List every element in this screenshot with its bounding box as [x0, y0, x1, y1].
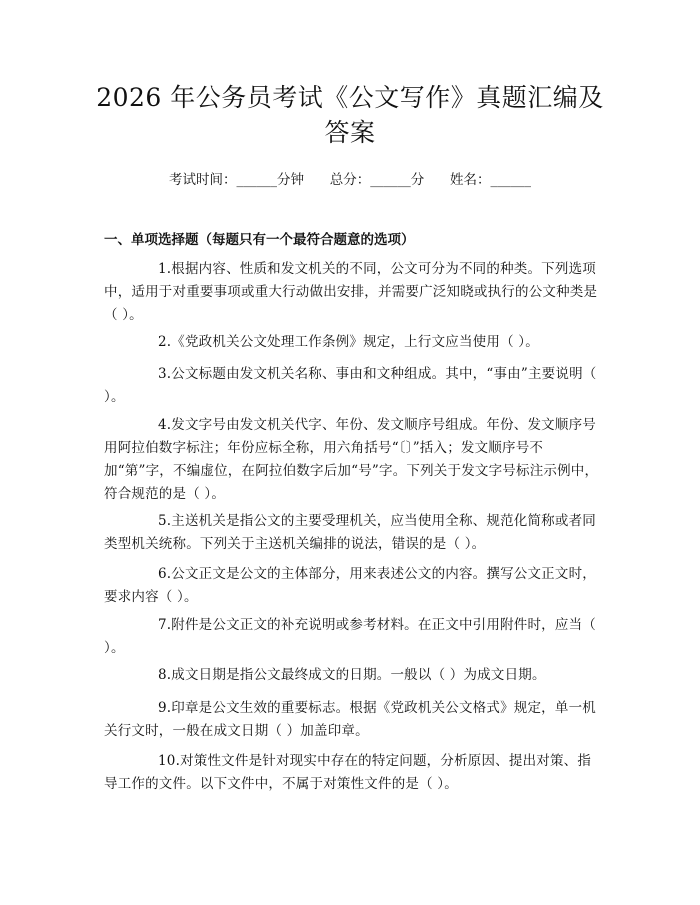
question-number: 4.: [158, 417, 172, 433]
question-text: 根据内容、性质和发文机关的不同，公文可分为不同的种类。下列选项中，适用于对重要事项或重大行动做出安排，并需要广泛知晓或执行的公文种类是（ ）。: [104, 261, 598, 323]
question-number: 2.: [158, 334, 172, 350]
question-1: [104, 258, 601, 327]
question-10: [104, 750, 601, 796]
question-text: 对策性文件是针对现实中存在的特定问题，分析原因、提出对策、指导工作的文件。以下文件中，不属于对策性文件的是（ ）。: [104, 753, 592, 792]
question-number: 1.: [158, 261, 172, 277]
question-3: [104, 363, 601, 409]
question-5: [104, 510, 601, 556]
question-6: [104, 563, 601, 609]
exam-info-line: 考试时间：______分钟 总分：______分 姓名：______: [169, 172, 531, 188]
question-9: [104, 697, 601, 743]
document-title: 2026 年公务员考试《公文写作》真题汇编及答案: [96, 83, 604, 147]
question-number: 6.: [158, 566, 172, 582]
section-heading: 一、单项选择题（每题只有一个最符合题意的选项）: [104, 232, 415, 248]
question-4: [104, 414, 601, 506]
question-number: 9.: [158, 700, 172, 716]
question-7: [104, 614, 601, 660]
question-text: 《党政机关公文处理工作条例》规定，上行文应当使用（ ）。: [171, 334, 539, 350]
question-text: 成文日期是指公文最终成文的日期。一般以（ ）为成文日期。: [171, 667, 546, 683]
question-number: 8.: [158, 667, 172, 683]
question-number: 5.: [158, 513, 172, 529]
question-number: 10.: [158, 753, 181, 769]
question-text: 主送机关是指公文的主要受理机关，应当使用全称、规范化简称或者同类型机关统称。下列关于主送机关编排的说法，错误的是（ ）。: [104, 513, 596, 552]
question-2: [104, 331, 601, 354]
question-text: 发文字号由发文机关代字、年份、发文顺序号组成。年份、发文顺序号用阿拉伯数字标注；年份应标全称，用六角括号“〔〕”括入；发文顺序号不加“第”字，不编虚位，在阿拉伯数字后加“号”字。下列关于发文字号标注示例中，符合规范的是（ ）。: [104, 417, 599, 502]
question-number: 3.: [158, 366, 172, 382]
question-8: [104, 664, 601, 687]
question-text: 附件是公文正文的补充说明或参考材料。在正文中引用附件时，应当（ ）。: [104, 617, 596, 656]
question-number: 7.: [158, 617, 172, 633]
question-text: 公文标题由发文机关名称、事由和文种组成。其中，“事由”主要说明（ ）。: [104, 366, 597, 405]
question-text: 公文正文是公文的主体部分，用来表述公文的内容。撰写公文正文时，要求内容（ ）。: [104, 566, 596, 605]
question-text: 印章是公文生效的重要标志。根据《党政机关公文格式》规定，单一机关行文时，一般在成文日期（ ）加盖印章。: [104, 700, 596, 739]
